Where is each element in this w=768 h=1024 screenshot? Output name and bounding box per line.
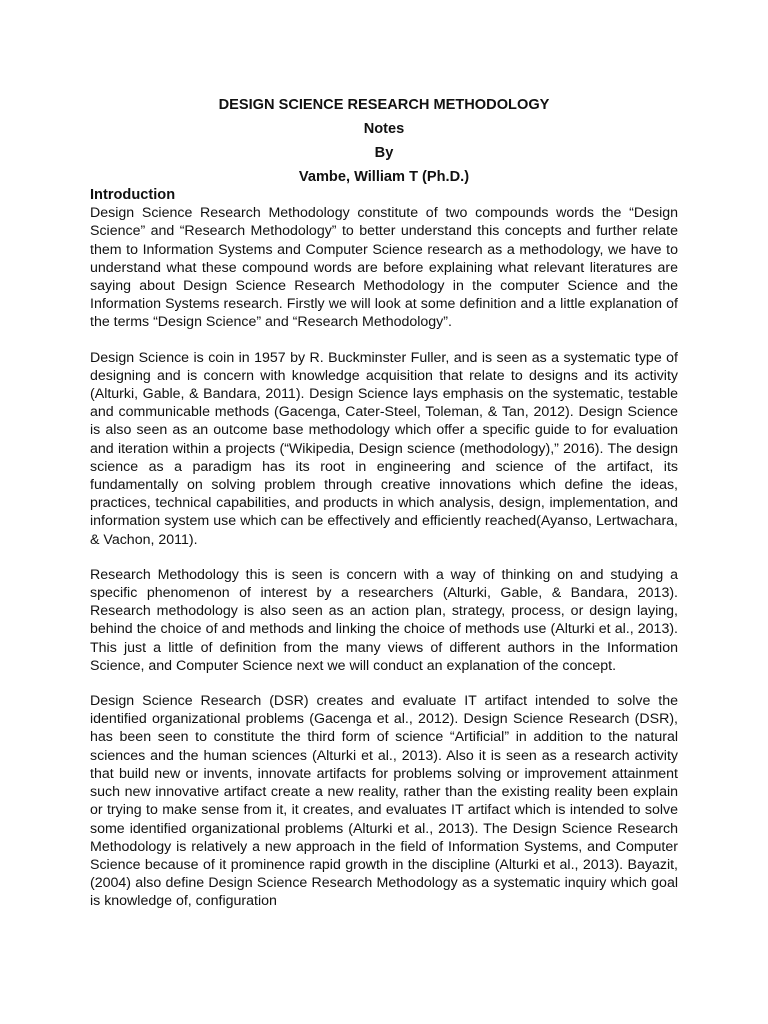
paragraph-introduction: Design Science Research Methodology constitute of two compounds words the “Design Science” and “Research Methodology” to better understand this concepts and further relate them to Information Systems and Computer Science research as a methodology, we have to understand what these compound words are before explaining what relevant literatures are saying about Design Science Research Methodology in the computer Science and the Information Systems research. Firstly we will look at some definition and a little explanation of the terms “Design Science” and “Research Methodology”. <box>90 205 678 331</box>
author-name: Vambe, William T (Ph.D.) <box>298 169 470 185</box>
document-body <box>90 186 678 928</box>
paragraph-design-science-research: Design Science Research (DSR) creates and evaluate IT artifact intended to solve the identified organizational problems (Gacenga et al., 2012). Design Science Research (DSR), has been seen to constitute the third form of science “Artificial” in addition to the natural sciences and the human sciences (Alturki et al., 2013). Also it is seen as a research activity that build new or invents, innovate artifacts for problems solving or improvement attainment such new innovative artifact create a new reality, rather than the existing reality been explain or trying to make sense from it, it creates, and evaluates IT artifact which is intended to solve some identified organizational problems (Alturki et al., 2013). The Design Science Research Methodology is relatively a new approach in the field of Information Systems, and Computer Science because of it prominence rapid growth in the discipline (Alturki et al., 2013). Bayazit, (2004) also define Design Science Research Methodology as a systematic inquiry which goal is knowledge of, configuration <box>90 693 678 910</box>
paragraph-design-science: Design Science is coin in 1957 by R. Buckminster Fuller, and is seen as a systematic type of designing and is concern with knowledge acquisition that relate to designs and its activity (Alturki, Gable, & Bandara, 2011). Design Science lays emphasis on the systematic, testable and communicable methods (Gacenga, Cater-Steel, Toleman, & Tan, 2012). Design Science is also seen as an outcome base methodology which offer a specific guide to for evaluation and iteration within a projects (“Wikipedia, Design science (methodology),” 2016). The design science as a paradigm has its root in engineering and science of the artifact, its fundamentally on solving problem through creative innovations which define the ideas, practices, technical capabilities, and products in which analysis, design, implementation, and information system use which can be effectively and efficiently reached(Ayanso, Lertwachara, & Vachon, 2011). <box>90 349 678 548</box>
paragraph-research-methodology: Research Methodology this is seen is concern with a way of thinking on and studying a specific phenomenon of interest by a researchers (Alturki, Gable, & Bandara, 2013). Research methodology is also seen as an action plan, strategy, process, or design laying, behind the choice of and methods and linking the choice of methods use (Alturki et al., 2013). This just a little of definition from the many views of different authors in the Information Science, and Computer Science next we will conduct an explanation of the concept. <box>90 566 678 674</box>
document-title: DESIGN SCIENCE RESEARCH METHODOLOGY <box>218 97 550 113</box>
title-block <box>0 93 768 189</box>
by-label: By <box>374 145 394 161</box>
document-subtitle: Notes <box>363 121 405 137</box>
section-heading: Introduction <box>90 187 176 203</box>
